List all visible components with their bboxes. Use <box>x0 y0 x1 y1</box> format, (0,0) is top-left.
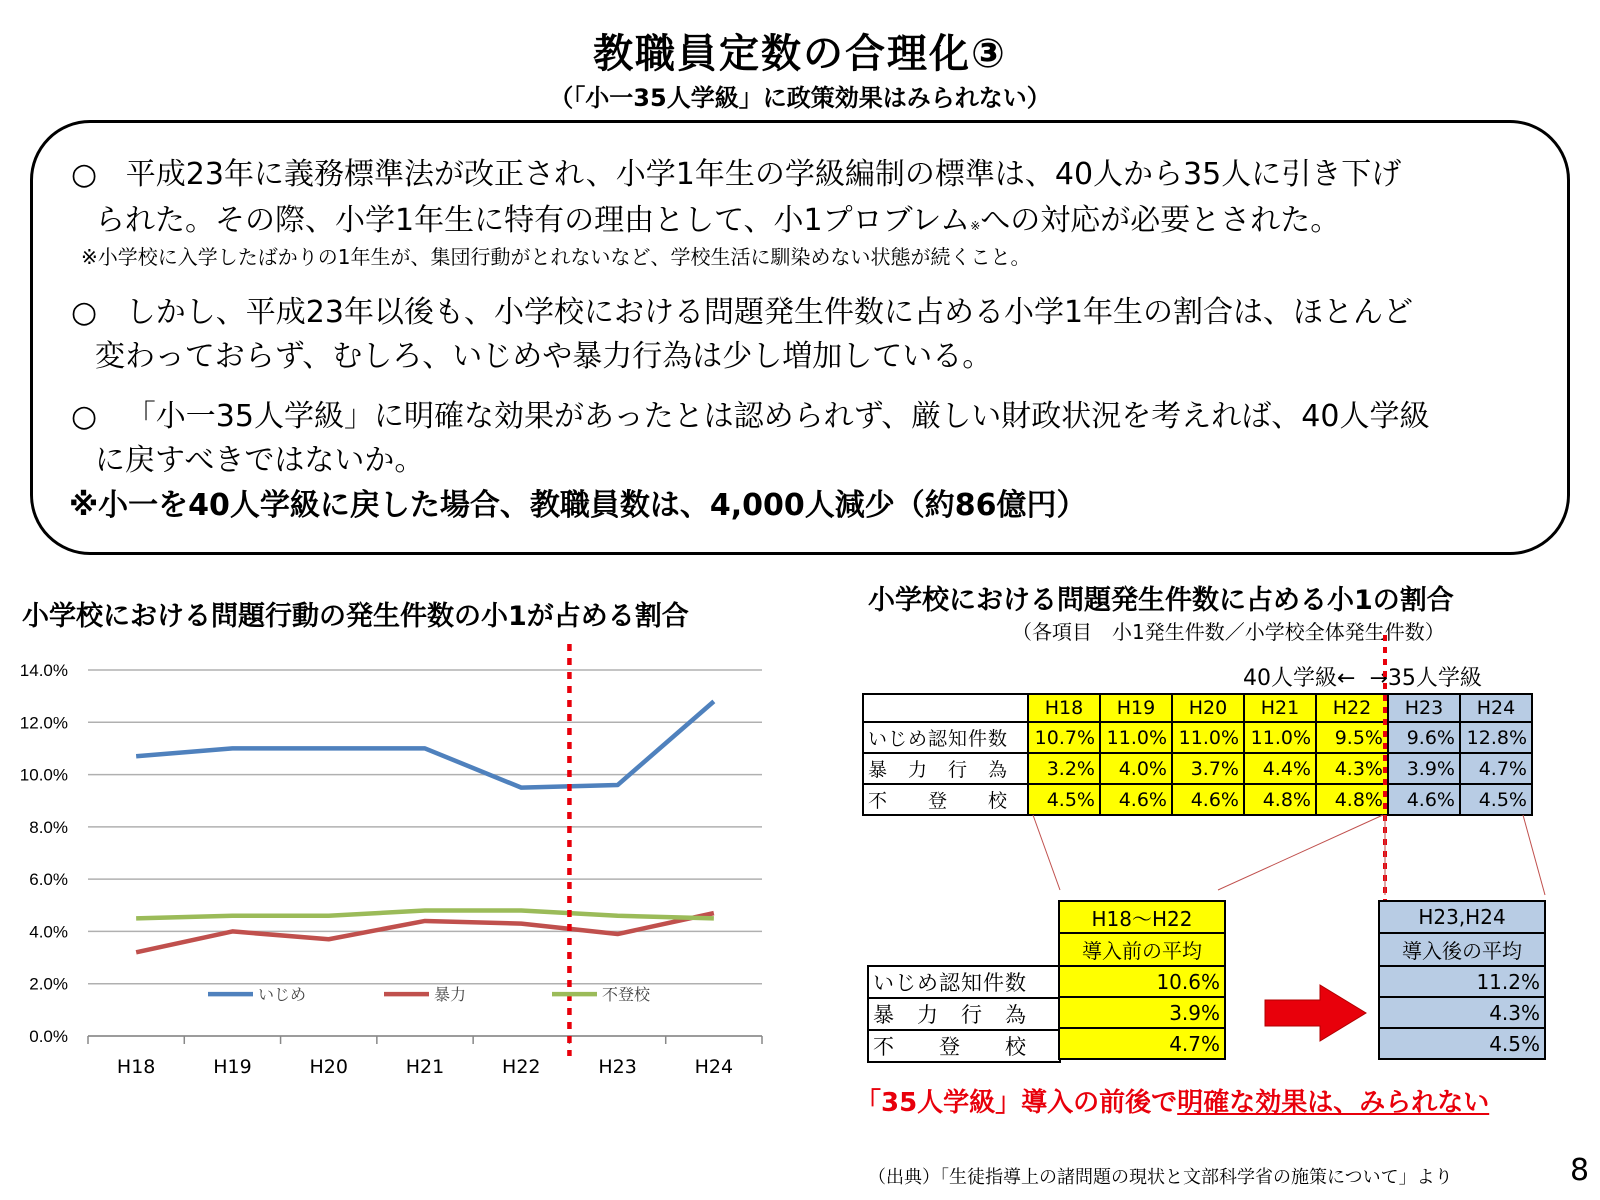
chart-title: 小学校における問題行動の発生件数の小1が占める割合 <box>22 601 689 632</box>
table-cell: 9.5% <box>1316 722 1388 753</box>
average-row-label <box>868 966 1060 998</box>
table-cell: 4.5% <box>1460 784 1532 815</box>
y-tick-label: 14.0% <box>19 661 68 680</box>
page-number: 8 <box>1570 1153 1590 1188</box>
table-row-label: 暴 力 行 為 <box>863 753 1028 784</box>
after-average-row <box>1379 1028 1545 1059</box>
table-cell: 4.5% <box>1028 784 1100 815</box>
paragraph-2-line-2: 変わっておらず、むしろ、いじめや暴力行為は少し増加している。 <box>95 339 993 374</box>
x-tick-label: H19 <box>213 1056 252 1078</box>
series-line-1 <box>136 913 714 952</box>
class-note-40: 40人学級← <box>1243 666 1356 691</box>
before-average-row <box>1059 966 1225 997</box>
paragraph-1-line-2: られた。その際、小学1年生に特有の理由として、小1プロブレム※への対応が必要とされた。 <box>95 203 1341 238</box>
y-tick-label: 12.0% <box>19 713 68 733</box>
legend-label: 暴力 <box>434 985 467 1005</box>
after-header-years: H23,H24 <box>1379 901 1545 933</box>
after-average-cell: 11.2% <box>1379 966 1545 997</box>
table-row-label: いじめ認知件数 <box>863 722 1028 753</box>
right-arrow-icon <box>1265 985 1366 1041</box>
y-tick-label: 10.0% <box>19 765 68 785</box>
table-title: 小学校における問題発生件数に占める小1の割合 <box>868 585 1454 616</box>
x-tick-label: H21 <box>405 1056 445 1078</box>
table-cell: 3.7% <box>1172 753 1244 784</box>
x-tick-label: H24 <box>694 1056 734 1078</box>
table-cell: 11.0% <box>1100 722 1172 753</box>
average-label-cell: いじめ認知件数 <box>868 966 1060 998</box>
before-average-row <box>1059 1028 1225 1059</box>
ratio-table <box>862 693 1533 816</box>
class-note-35: →35人学級 <box>1369 666 1482 691</box>
page-title: 教職員定数の合理化③ <box>593 31 1007 77</box>
y-tick-label: 2.0% <box>29 974 68 994</box>
page-subtitle: （「小一35人学級」に政策効果はみられない） <box>549 84 1051 112</box>
class-size-note <box>1243 661 1482 692</box>
summary-box <box>30 120 1570 555</box>
table-column-header: H23 <box>1388 694 1460 722</box>
table-cell: 4.8% <box>1244 784 1316 815</box>
bullet-3: ○ <box>71 399 98 434</box>
y-tick-label: 4.0% <box>29 922 68 942</box>
table-column-header: H22 <box>1316 694 1388 722</box>
paragraph-1-line-1: ○ 平成23年に義務標準法が改正され、小学1年生の学級編制の標準は、40人から35人に引き下げ <box>71 157 1402 192</box>
connector-line <box>1218 815 1383 890</box>
table-cell: 4.4% <box>1244 753 1316 784</box>
table-cell: 4.8% <box>1316 784 1388 815</box>
table-header-row <box>863 694 1532 722</box>
cost-note: ※小一を40人学級に戻した場合、教職員数は、4,000人減少（約86億円） <box>69 488 1087 523</box>
average-label-table <box>867 965 1061 1063</box>
connector-line <box>1033 815 1060 890</box>
table-column-header: H21 <box>1244 694 1316 722</box>
footnote-text: ※小学校に入学したばかりの1年生が、集団行動がとれないなど、学校生活に馴染めない状態が続くこと。 <box>81 245 1031 269</box>
after-average-cell: 4.5% <box>1379 1028 1545 1059</box>
table-row <box>863 722 1532 753</box>
series-line-2 <box>136 911 714 919</box>
table-cell: 4.0% <box>1100 753 1172 784</box>
bullet-2: ○ <box>71 295 98 330</box>
before-average-cell: 3.9% <box>1059 997 1225 1028</box>
conclusion-part-2: 明確な効果は、みられない <box>1177 1088 1490 1118</box>
before-header-years: H18～H22 <box>1059 901 1225 933</box>
x-tick-label: H20 <box>309 1056 348 1078</box>
legend-label: 不登校 <box>602 985 651 1005</box>
after-average-cell: 4.3% <box>1379 997 1545 1028</box>
source-citation: （出典）「生徒指導上の諸問題の現状と文部科学省の施策について」より <box>868 1167 1453 1188</box>
paragraph-2-line-1: ○ しかし、平成23年以後も、小学校における問題発生件数に占める小学1年生の割合は、ほとんど <box>71 295 1414 330</box>
table-cell: 4.3% <box>1316 753 1388 784</box>
table-cell: 10.7% <box>1028 722 1100 753</box>
conclusion <box>855 1082 1489 1119</box>
before-average-row <box>1059 997 1225 1028</box>
x-tick-label: H18 <box>116 1056 156 1078</box>
legend-label: いじめ <box>258 985 307 1005</box>
table-column-header: H24 <box>1460 694 1532 722</box>
table-column-header: H18 <box>1028 694 1100 722</box>
average-row-label <box>868 998 1060 1030</box>
paragraph-3-line-1: ○ 「小一35人学級」に明確な効果があったとは認められず、厳しい財政状況を考えれば、40人学級 <box>71 399 1430 434</box>
table-cell: 11.0% <box>1172 722 1244 753</box>
table-subtitle: （各項目 小1発生件数／小学校全体発生件数） <box>1012 620 1445 644</box>
table-cell: 9.6% <box>1388 722 1460 753</box>
table-corner-cell <box>863 694 1028 722</box>
after-average-row <box>1379 997 1545 1028</box>
connector-line <box>1523 815 1545 895</box>
average-label-cell: 暴 力 行 為 <box>868 998 1060 1030</box>
before-header-label: 導入前の平均 <box>1059 933 1225 966</box>
x-tick-label: H23 <box>598 1056 637 1078</box>
average-row-label <box>868 1030 1060 1062</box>
table-cell: 3.9% <box>1388 753 1460 784</box>
before-average-cell: 10.6% <box>1059 966 1225 997</box>
table-cell: 4.6% <box>1172 784 1244 815</box>
table-cell: 12.8% <box>1460 722 1532 753</box>
table-column-header: H19 <box>1100 694 1172 722</box>
y-tick-label: 6.0% <box>29 870 68 890</box>
table-cell: 4.6% <box>1100 784 1172 815</box>
x-tick-label: H22 <box>502 1056 541 1078</box>
average-label-cell: 不 登 校 <box>868 1030 1060 1062</box>
conclusion-part-1: 「35人学級」導入の前後で <box>855 1088 1178 1118</box>
table-row <box>863 753 1532 784</box>
after-average-table <box>1378 900 1546 1060</box>
table-cell: 4.7% <box>1460 753 1532 784</box>
table-column-header: H20 <box>1172 694 1244 722</box>
table-row <box>863 784 1532 815</box>
y-tick-label: 0.0% <box>29 1027 68 1046</box>
line-chart <box>0 640 780 1080</box>
paragraph-3-line-2: に戻すべきではないか。 <box>95 443 425 478</box>
after-average-row <box>1379 966 1545 997</box>
table-cell: 11.0% <box>1244 722 1316 753</box>
after-header-label: 導入後の平均 <box>1379 933 1545 966</box>
table-cell: 3.2% <box>1028 753 1100 784</box>
before-average-table <box>1058 900 1226 1060</box>
bullet-1: ○ <box>71 157 98 192</box>
footnote-mark: ※ <box>970 219 981 233</box>
before-average-cell: 4.7% <box>1059 1028 1225 1059</box>
y-tick-label: 8.0% <box>29 817 68 837</box>
table-cell: 4.6% <box>1388 784 1460 815</box>
table-row-label: 不 登 校 <box>863 784 1028 815</box>
